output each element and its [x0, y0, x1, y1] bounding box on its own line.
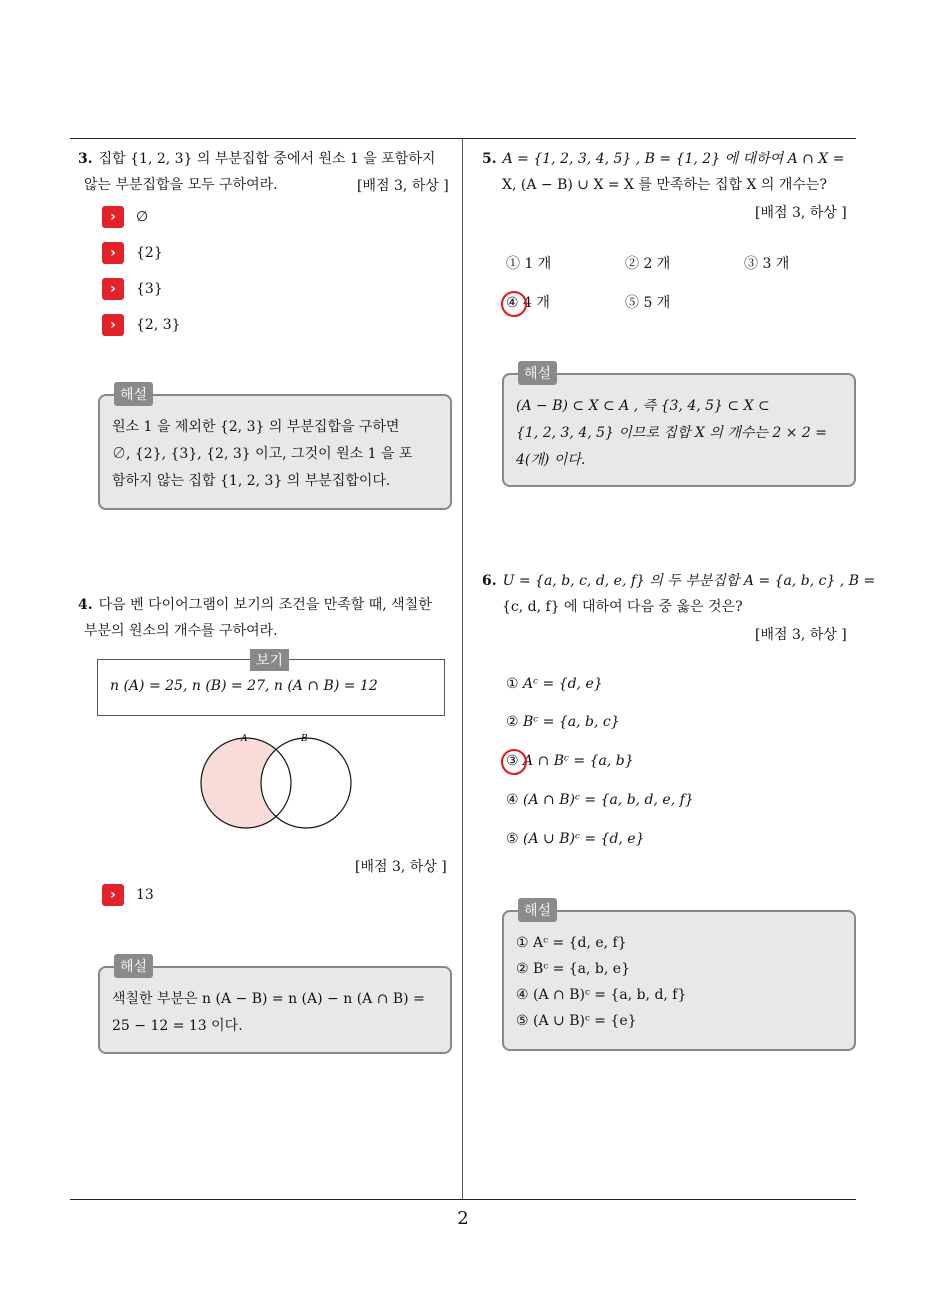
option-number: ⑤ — [506, 831, 519, 847]
score-label: [배점 3, 하상 ] — [357, 178, 449, 194]
chevron-right-icon: › — [102, 884, 124, 906]
option-text: 2 개 — [643, 256, 671, 272]
question-number: 5. — [482, 151, 497, 167]
answer-row — [102, 242, 163, 264]
bottom-rule — [70, 1199, 856, 1200]
solution-line: 25 − 12 = 13 이다. — [112, 1018, 243, 1034]
solution-line: 함하지 않는 집합 {1, 2, 3} 의 부분집합이다. — [112, 473, 391, 489]
solution-line: ② Bᶜ = {a, b, e} — [516, 961, 630, 977]
question-4 — [78, 592, 458, 644]
option-number: ① — [506, 676, 519, 692]
question-number: 6. — [482, 573, 497, 589]
given-text: n (A) = 25, n (B) = 27, n (A ∩ B) = 12 — [110, 678, 378, 694]
answer-text: {2, 3} — [136, 317, 181, 333]
answer-text: {3} — [136, 281, 163, 297]
column-divider — [462, 138, 463, 1200]
option-number: ④ — [506, 792, 519, 808]
answer-text: ∅ — [136, 209, 149, 225]
chevron-right-icon: › — [102, 278, 124, 300]
venn-diagram — [195, 730, 365, 840]
answer-row — [102, 206, 148, 228]
option-3[interactable] — [744, 253, 789, 273]
option-number: ① — [506, 256, 520, 272]
solution-line: ④ (A ∩ B)ᶜ = {a, b, d, f} — [516, 987, 687, 1003]
question-number: 3. — [78, 151, 93, 167]
question-6 — [482, 568, 876, 620]
option-number: ③ — [744, 256, 758, 272]
solution-box — [502, 366, 856, 487]
solution-label: 해설 — [114, 382, 153, 406]
page-number: 2 — [457, 1208, 469, 1229]
solution-line: ⑤ (A ∪ B)ᶜ = {e} — [516, 1013, 637, 1029]
question-text-line1: A = {1, 2, 3, 4, 5} , B = {1, 2} 에 대하여 A ∩ X = — [502, 151, 845, 167]
question-text-line2: 않는 부분집합을 모두 구하여라. — [84, 177, 278, 193]
selected-ring-icon — [501, 291, 527, 317]
solution-label: 해설 — [518, 361, 557, 385]
solution-line: 원소 1 을 제외한 {2, 3} 의 부분집합을 구하면 — [112, 419, 400, 435]
option-number: ③ — [506, 753, 519, 769]
solution-line: 색칠한 부분은 n (A − B) = n (A) − n (A ∩ B) = — [112, 991, 425, 1007]
option-2[interactable] — [625, 253, 670, 273]
option-text: Aᶜ = {d, e} — [523, 676, 603, 692]
option-number: ⑤ — [625, 295, 639, 311]
question-text-line2: {c, d, f} 에 대하여 다음 중 옳은 것은? — [502, 599, 743, 615]
solution-label: 해설 — [518, 898, 557, 922]
solution-line: ① Aᶜ = {d, e, f} — [516, 935, 627, 951]
solution-line: (A − B) ⊂ X ⊂ A , 즉 {3, 4, 5} ⊂ X ⊂ — [516, 398, 770, 414]
solution-box — [502, 903, 856, 1051]
venn-label-b: B — [301, 734, 308, 744]
option-text: A ∩ Bᶜ = {a, b} — [523, 753, 634, 769]
answer-row — [102, 278, 163, 300]
option-number: ② — [625, 256, 639, 272]
option-4[interactable] — [506, 792, 694, 808]
solution-line: 4(개) 이다. — [516, 452, 586, 468]
option-text: 4 개 — [523, 295, 550, 311]
solution-line: ∅, {2}, {3}, {2, 3} 이고, 그것이 원소 1 을 포 — [112, 446, 413, 462]
question-text-line1: U = {a, b, c, d, e, f} 의 두 부분집합 A = {a, b, c} , B = — [502, 573, 876, 589]
option-number: ④ — [506, 295, 519, 311]
solution-line: {1, 2, 3, 4, 5} 이므로 집합 X 의 개수는 2 × 2 = — [516, 425, 827, 441]
option-text: Bᶜ = {a, b, c} — [523, 714, 620, 730]
solution-label: 해설 — [114, 954, 153, 978]
chevron-right-icon: › — [102, 206, 124, 228]
option-3[interactable] — [506, 753, 634, 769]
answer-row — [102, 884, 154, 906]
venn-label-a: A — [241, 734, 248, 744]
option-1[interactable] — [506, 676, 603, 692]
answer-text: {2} — [136, 245, 163, 261]
option-text: 3 개 — [762, 256, 790, 272]
question-text-line1: 집합 {1, 2, 3} 의 부분집합 중에서 원소 1 을 포함하지 — [98, 151, 436, 167]
question-text-line2: 부분의 원소의 개수를 구하여라. — [84, 623, 278, 639]
answer-row — [102, 314, 181, 336]
option-5[interactable] — [506, 831, 645, 847]
option-5[interactable] — [625, 292, 670, 312]
given-label: 보기 — [250, 649, 289, 671]
chevron-right-icon: › — [102, 314, 124, 336]
solution-box — [98, 387, 452, 510]
score-label: [배점 3, 하상 ] — [755, 205, 847, 221]
question-text-line2: X, (A − B) ∪ X = X 를 만족하는 집합 X 의 개수는? — [502, 177, 827, 193]
option-text: 1 개 — [524, 256, 552, 272]
option-2[interactable] — [506, 714, 620, 730]
question-text-line1: 다음 벤 다이어그램이 보기의 조건을 만족할 때, 색칠한 — [98, 597, 432, 613]
chevron-right-icon: › — [102, 242, 124, 264]
given-box — [97, 653, 445, 716]
option-4[interactable] — [506, 292, 550, 312]
top-rule — [70, 138, 856, 139]
question-5 — [482, 146, 862, 198]
score-label: [배점 3, 하상 ] — [355, 859, 447, 875]
score-label: [배점 3, 하상 ] — [755, 627, 847, 643]
option-text: (A ∩ B)ᶜ = {a, b, d, e, f} — [523, 792, 694, 808]
solution-box — [98, 959, 452, 1054]
option-1[interactable] — [506, 253, 551, 273]
question-number: 4. — [78, 597, 93, 613]
option-text: 5 개 — [643, 295, 671, 311]
option-text: (A ∪ B)ᶜ = {d, e} — [523, 831, 645, 847]
option-number: ② — [506, 714, 519, 730]
answer-text: 13 — [136, 887, 154, 903]
selected-ring-icon — [501, 749, 527, 775]
